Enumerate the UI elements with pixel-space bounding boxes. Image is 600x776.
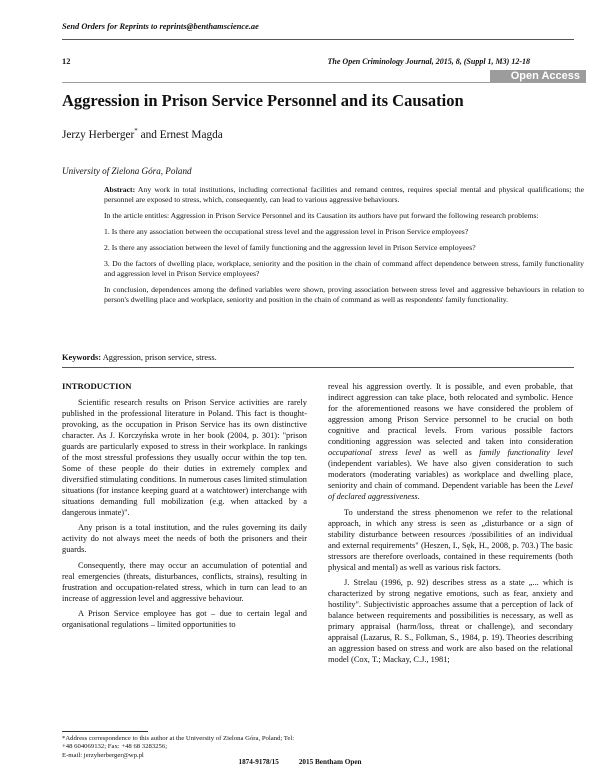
emphasis-text: Level of declared aggressiveness: [328, 481, 573, 501]
abstract-paragraph-2: In the article entitles: Aggression in Prison Service Personnel and its Causation its authors have put forward the following research problems:: [104, 211, 539, 221]
emphasis-text: family functionality level: [479, 448, 574, 457]
abstract-paragraph-6: In conclusion, dependences among the defined variables were shown, proving association between stress level and aggressive behaviours in relation to person's dwelling place and workplace, seniority and position in the chain of command as well as respondents' family functionality.: [104, 285, 584, 305]
keywords-label: Keywords:: [62, 353, 102, 362]
reprint-notice: Send Orders for Reprints to reprints@benthamscience.ae: [62, 22, 259, 31]
open-access-rule: [62, 82, 586, 83]
page-number: 12: [62, 57, 71, 66]
article-title: Aggression in Prison Service Personnel and its Causation: [62, 91, 464, 110]
body-paragraph: Any prison is a total institution, and the rules governing its daily activity do not always meet the needs of both the prisoners and their guards.: [62, 523, 307, 554]
abstract-paragraph-4: 2. Is there any association between the level of family functioning and the aggression level in Prison Service employees?: [104, 242, 476, 252]
abstract-text-1: Any work in total institutions, including correctional facilities and remand centres, requires special mental and physical qualifications; the personnel are exposed to stress, which, consequently, can lead to various aggressive behaviours.: [104, 185, 584, 205]
body-paragraph: Scientific research results on Prison Service activities are rarely published in the professional literature in Poland. This fact is thought-provoking, as the occupation in Prison Service has its own distinctive character. As J. Korczyńska wrote in her book (2004, p. 301): "prison guards are particularly exposed to stress in their workplace. In rankings of the most stressful professions they usually occur within the top ten. Some of these people do their duties in extremely complex and diversified stimulating conditions. In numerous cases limited stimulation situations (for instance keeping guard at a watchtower) interchange with situations demanding full mobilization (e.g. when attacked by a dangerous inmate)".: [62, 397, 307, 517]
header-rule: [62, 39, 574, 40]
affiliation: University of Zielona Góra, Poland: [62, 166, 192, 176]
page-footer: [0, 758, 600, 766]
author-name-2: and Ernest Magda: [137, 128, 223, 141]
footnote: [62, 735, 302, 760]
author-list: [62, 127, 223, 141]
journal-citation: The Open Criminology Journal, 2015, 8, (Suppl 1, M3) 12-18: [327, 57, 530, 66]
body-paragraph: J. Strelau (1996, p. 92) describes stress as a state „... which is characterized by strong negative emotions, such as fear, anxiety and hostility". Subjectivistic approaches assume that a perception of lack of balance between requirements and possibilities is necessary, as well as primary appraisal (harm/loss, threat or challenge), and secondary appraisal (Lazarus, R. S., Folkman, S., 1984, p. 19). Theories describing an aggression based on stress and work are also based on the relational model (Cox, T.; Mackay, C.J., 1981;: [328, 578, 573, 664]
abstract-paragraph-1: [104, 185, 584, 206]
keywords: [62, 353, 217, 362]
keywords-text: Aggression, prison service, stress.: [101, 353, 217, 362]
footnote-rule: [62, 731, 148, 732]
publisher-line: 2015 Bentham Open: [298, 758, 362, 766]
issn: 1874-9178/15: [238, 758, 279, 766]
body-paragraph: Consequently, there may occur an accumulation of potential and real emergencies (threats, disturbances, conflicts, strains), resulting in frustration and occupation-related stress, which in turn can lead to an increase of aggression level and aggressive behaviour.: [62, 560, 307, 603]
abstract-label: Abstract:: [104, 185, 136, 194]
body-text: as well as: [421, 448, 480, 457]
footnote-address: *Address correspondence to this author at the University of Zielona Góra, Poland; Tel: +48 604069132; Fax: +48 68 3283256;: [62, 735, 295, 751]
correspondence-mark: *: [134, 127, 138, 135]
emphasis-text: occupational stress level: [328, 448, 422, 457]
body-text: reveal his aggression overtly. It is possible, and even probable, that indirect aggression can take place, both relocated and symbolic. Hence for the aforementioned reasons we have considered the problem of aggression among Prison Service personnel to be crucial on both cognitive and practical levels. From various possible factors conditioning aggression was selected and taken into consideration: [328, 382, 573, 446]
section-heading-introduction: INTRODUCTION: [62, 381, 132, 391]
body-text: .: [417, 492, 420, 501]
keywords-rule: [62, 367, 574, 368]
body-text: (independent variables). We have also given consideration to such moderators (moderating variables) as workplace and dwelling place, seniority and chain of command. Dependent variable has been the: [328, 459, 573, 490]
body-paragraph: To understand the stress phenomenon we refer to the relational approach, in which any stress is seen as „disturbance or a sign of stability disturbance between resources /possibilities of an individual and external requirements" (Heszen, I., Sęk, H., 2008, p. 703.) The basic stressors are therefore overloads, contained in these requirements (both physical and mental) as well as various risk factors.: [328, 507, 573, 572]
body-paragraph: [328, 381, 573, 502]
author-name-1: Jerzy Herberger: [62, 128, 135, 141]
body-column-right: [328, 381, 573, 670]
abstract: [104, 185, 584, 311]
open-access-badge: Open Access: [490, 70, 586, 83]
body-column-left: [62, 381, 307, 635]
footnote-email: E-mail: jerzyherberger@wp.pl: [62, 751, 144, 759]
abstract-paragraph-5: 3. Do the factors of dwelling place, workplace, seniority and the position in the chain of command affect dependence between stress, family functionality and aggression level in Prison Service employees?: [104, 258, 584, 279]
abstract-paragraph-3: 1. Is there any association between the occupational stress level and the aggression level in Prison Service employees?: [104, 227, 469, 237]
body-paragraph: A Prison Service employee has got – due to certain legal and organisational regulations – limited opportunities to: [62, 609, 307, 629]
